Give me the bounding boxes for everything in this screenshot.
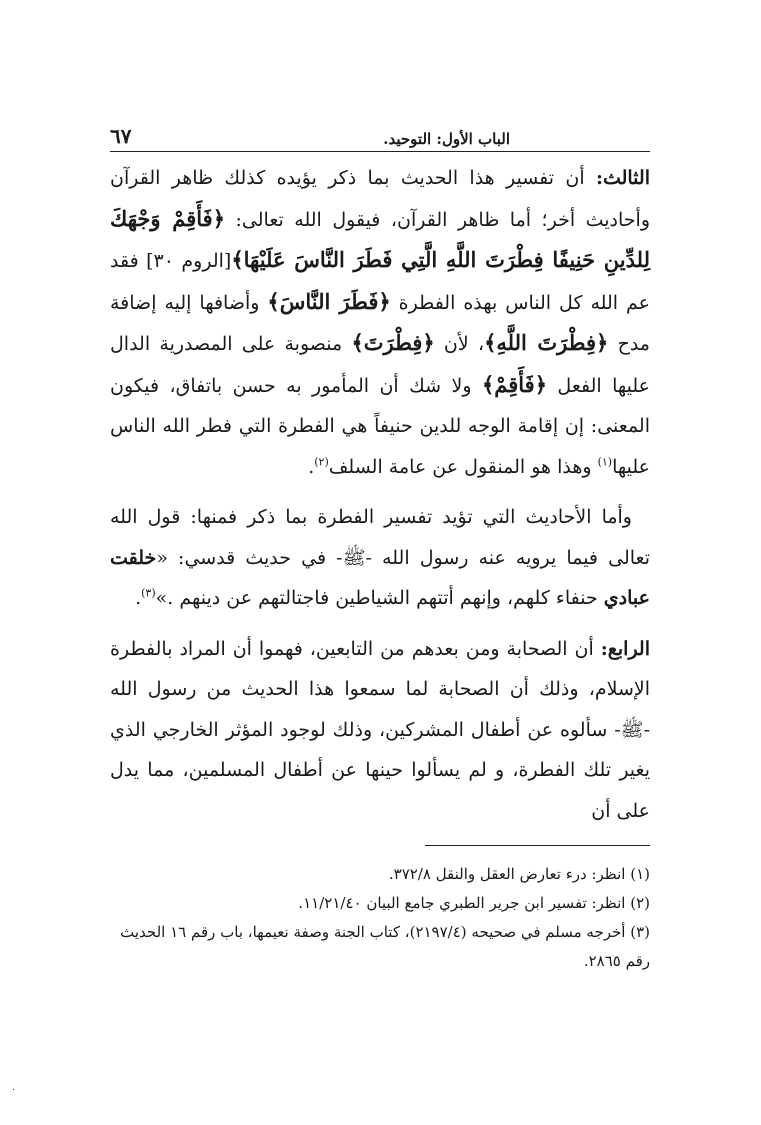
text-segment: أن تفسير هذا الحديث بما ذكر يؤيده كذلك ظاهر القرآن وأحاديث أخر؛ أما ظاهر القرآن، فيقول الله تعالى: [110,167,650,231]
quran-quote: ﴿فِطْرَتَ﴾ [351,330,435,355]
footnote-3: (٣) أخرجه مسلم في صحيحه (٢١٩٧/٤)، كتاب الجنة وصفة نعيمها، باب رقم ١٦ الحديث رقم ٢٨٦٥. [120,923,650,970]
text-segment: وهذا هو المنقول عن عامة السلف [328,455,598,478]
hadith-quote: خلقت عبادي [110,546,650,609]
text-segment: وأضافها إليه إضافة مدح [110,291,650,355]
text-segment: [الروم ٣٠] فقد عم الله كل الناس بهذه الفطرة [110,250,650,314]
quran-quote: ﴿فَطَرَ النَّاسَ﴾ [267,288,391,314]
paragraph-third-point [110,158,650,487]
text-segment: . [308,455,315,478]
point-label-fourth: الرابع: [600,637,650,660]
paragraph-hadith-support [110,497,650,619]
footnote-ref-1: (١) [597,455,613,469]
page-number: ٦٧ [110,124,132,148]
point-label-third: الثالث: [595,167,650,189]
footnote-ref-3: (٣) [141,586,156,600]
paragraph-fourth-point [110,629,650,832]
text-segment: منصوبة على المصدرية الدال عليها الفعل [110,333,650,397]
quran-verse: ﴿فَأَقِمْ وَجْهَكَ لِلدِّينِ حَنِيفًا فِطْرَتَ اللَّهِ الَّتِي فَطَرَ النَّاسَ عَلَيْهَا﴾ [110,205,650,272]
footnote-1: (١) انظر: درء تعارض العقل والنقل ٣٧٢/٨. [388,865,650,883]
text-segment: أن الصحابة ومن بعدهم من التابعين، فهموا أن المراد بالفطرة الإسلام، وذلك أن الصحابة لما سمعوا هذا الحديث من رسول الله -ﷺ- سألوه عن أطفال المشركين، وذلك لوجود المؤثر الخارجي الذي يغير تلك الفطرة، و لم يسألوا حينها عن أطفال المسلمين، مما يدل على أن [110,637,650,822]
text-segment: حنفاء كلهم، وإنهم أتتهم الشياطين فاجتالتهم عن دينهم .» [155,587,604,609]
footnote-2: (٢) انظر: تفسير ابن جرير الطبري جامع البيان ١١/٢١/٤٠. [298,894,650,912]
footnote-ref-2: (٢) [314,455,329,469]
text-segment: وأما الأحاديث التي تؤيد تفسير الفطرة بما ذكر فمنها: قول الله تعالى فيما يرويه عنه رسول الله -ﷺ- في حديث قدسي: « [110,506,650,569]
quran-quote: ﴿فِطْرَتَ اللَّهِ﴾ [484,330,609,355]
document-page [110,118,650,976]
footnote-separator [425,845,650,846]
page-header [110,118,650,152]
text-segment: . [135,587,142,609]
quran-quote: ﴿فَأَقِمْ﴾ [481,371,547,397]
text-segment: ولا شك أن المأمور به حسن باتفاق، فيكون المعنى: إن إقامة الوجه للدين حنيفاً هي الفطرة التي فطر الله الناس عليها [110,374,650,478]
scan-speck: · [12,1085,16,1096]
body-text [110,158,650,831]
footnotes [110,860,650,976]
running-title: الباب الأول: التوحيد. [383,130,510,148]
text-segment: ، لأن [434,333,485,355]
